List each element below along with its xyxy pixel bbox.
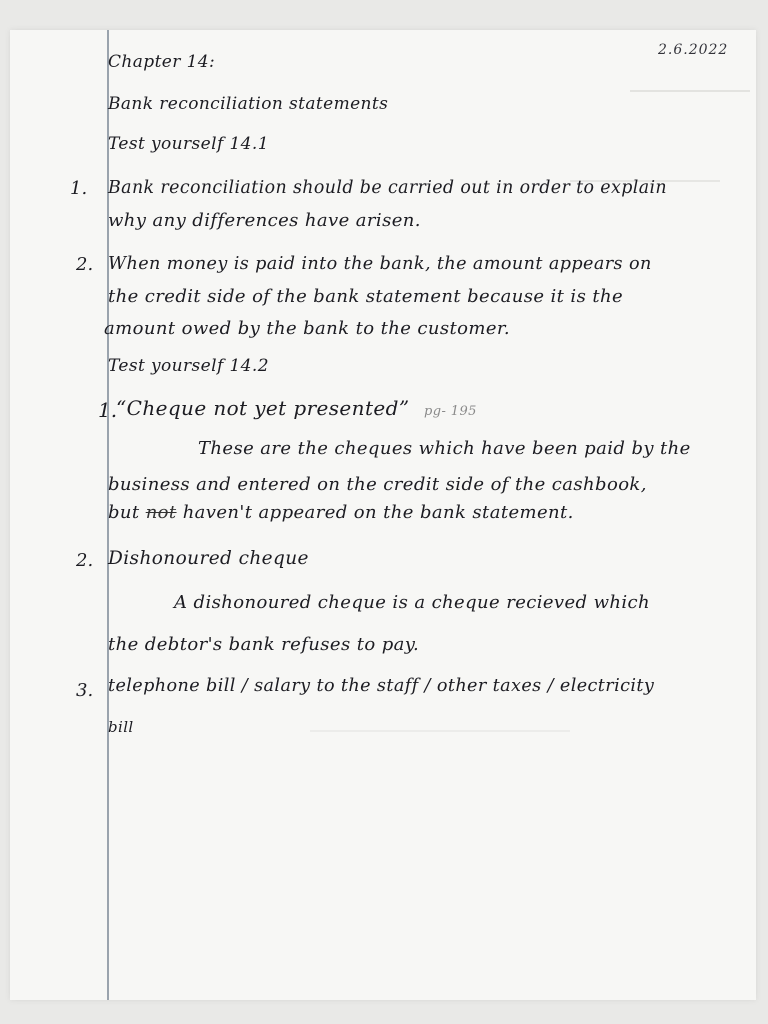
answer-line-with-correction: [108, 502, 574, 523]
test-heading-1: Test yourself 14.1: [108, 134, 269, 154]
answer-line: why any differences have arisen.: [108, 210, 421, 231]
question-number: 3.: [76, 680, 94, 701]
answer-line: When money is paid into the bank, the amount appears on: [108, 254, 652, 274]
question-title: Dishonoured cheque: [108, 548, 309, 569]
answer-line: Bank reconciliation should be carried out in order to explain: [108, 178, 668, 198]
answer-line: the debtor's bank refuses to pay.: [108, 634, 420, 655]
question-number: 2.: [76, 550, 94, 571]
answer-line: bill: [108, 718, 134, 736]
answer-line: amount owed by the bank to the customer.: [104, 318, 511, 339]
answer-line: telephone bill / salary to the staff / other taxes / electricity: [108, 676, 655, 696]
topic-title: Bank reconciliation statements: [108, 94, 389, 114]
line-ending: haven't appeared on the bank statement.: [182, 502, 574, 523]
question-number: 1.: [98, 398, 118, 422]
question-number: 1.: [70, 178, 88, 199]
struck-word: not: [145, 502, 177, 523]
page-date: 2.6.2022: [658, 42, 729, 58]
answer-line: the credit side of the bank statement because it is the: [108, 286, 624, 307]
test-heading-2: Test yourself 14.2: [108, 356, 269, 376]
word-but: but: [108, 502, 140, 523]
page-reference: pg- 195: [424, 404, 477, 419]
notebook-page: [10, 30, 756, 1000]
answer-line: A dishonoured cheque is a cheque recieved which: [174, 592, 651, 613]
answer-line: These are the cheques which have been paid by the: [198, 438, 691, 459]
question-number: 2.: [76, 254, 94, 275]
chapter-title: Chapter 14:: [108, 52, 216, 72]
answer-line: business and entered on the credit side of the cashbook,: [108, 474, 647, 495]
bleed-through-mark: [630, 90, 750, 92]
bleed-through-mark: [310, 730, 570, 732]
question-title: “Cheque not yet presented”: [116, 396, 410, 420]
